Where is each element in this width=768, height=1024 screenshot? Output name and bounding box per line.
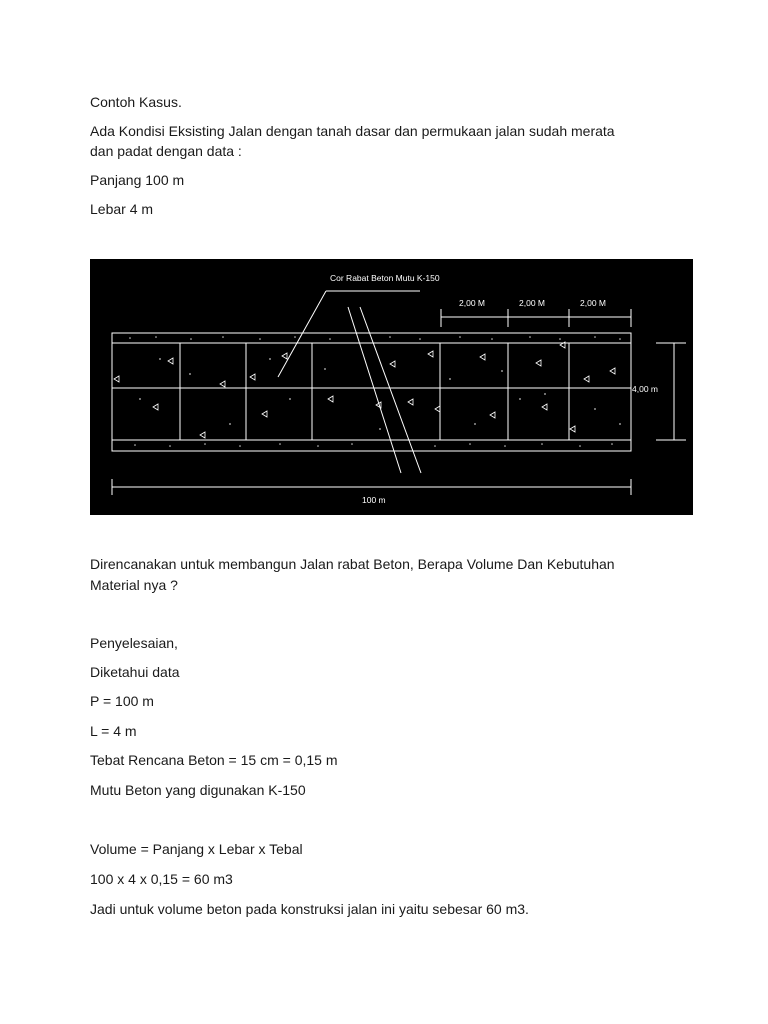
thickness-text: Tebat Rencana Beton = 15 cm = 0,15 m [90, 752, 338, 768]
length-line: Panjang 100 m [90, 172, 185, 188]
question-line-1: Direncanakan untuk membangun Jalan rabat Beton, Berapa Volume Dan Kebutuhan [90, 556, 615, 572]
quality-text: Mutu Beton yang digunakan K-150 [90, 782, 306, 798]
segment-label-2: 2,00 M [519, 298, 545, 308]
width-line: Lebar 4 m [90, 201, 154, 217]
intro-line-1: Ada Kondisi Eksisting Jalan dengan tanah dasar dan permukaan jalan sudah merata [90, 123, 615, 139]
slab-outline [112, 333, 631, 451]
road-plan-drawing [90, 259, 693, 515]
formula-text: Volume = Panjang x Lebar x Tebal [90, 841, 303, 857]
width-dimension-label: 4,00 m [632, 384, 658, 394]
annotation-leader [278, 291, 326, 377]
question-line-2: Material nya ? [90, 577, 178, 593]
break-line-right [360, 307, 421, 473]
calculation-text: 100 x 4 x 0,15 = 60 m3 [90, 871, 233, 887]
conclusion-text: Jadi untuk volume beton pada konstruksi jalan ini yaitu sebesar 60 m3. [90, 901, 529, 917]
known-data-text: Diketahui data [90, 664, 180, 680]
intro-line-2: dan padat dengan data : [90, 143, 242, 159]
p-value-text: P = 100 m [90, 693, 154, 709]
length-dimension-label: 100 m [362, 495, 386, 505]
road-plan-svg [90, 259, 693, 515]
heading-text: Contoh Kasus. [90, 94, 182, 110]
break-line-left [348, 307, 401, 473]
l-value-text: L = 4 m [90, 723, 137, 739]
drawing-annotation: Cor Rabat Beton Mutu K-150 [330, 273, 440, 283]
segment-label-1: 2,00 M [459, 298, 485, 308]
segment-label-3: 2,00 M [580, 298, 606, 308]
solution-heading: Penyelesaian, [90, 635, 178, 651]
